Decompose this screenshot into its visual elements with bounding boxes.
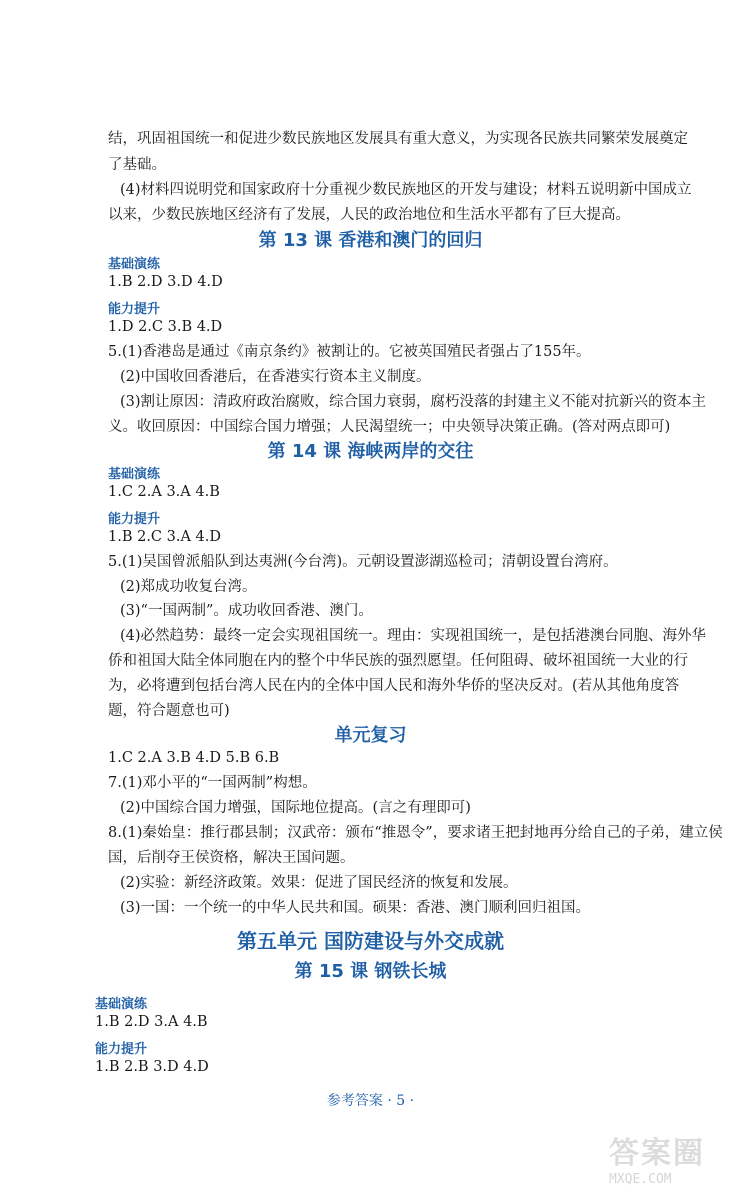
question-line: (2)中国综合国力增强，国际地位提高。(言之有理即可) bbox=[120, 800, 471, 816]
question-line: (4)必然趋势：最终一定会实现祖国统一。理由：实现祖国统一，是包括港澳台同胞、海外华 bbox=[120, 628, 707, 644]
basic-answers: 1.B 2.D 3.D 4.D bbox=[108, 274, 223, 290]
unit-review-title: 单元复习 bbox=[334, 725, 407, 746]
question-line: (2)郑成功收复台湾。 bbox=[120, 579, 257, 595]
unit-5-title: 第五单元 国防建设与外交成就 bbox=[237, 929, 504, 953]
question-line: (3)“一国两制”。成功收回香港、澳门。 bbox=[120, 603, 373, 619]
watermark-url: MXQE.COM bbox=[609, 1172, 672, 1187]
lesson-14-title: 第 14 课 海峡两岸的交往 bbox=[267, 441, 474, 462]
basic-answers: 1.B 2.D 3.A 4.B bbox=[95, 1014, 208, 1030]
ability-heading: 能力提升 bbox=[108, 512, 161, 527]
basic-practice-heading: 基础演练 bbox=[108, 467, 161, 482]
ability-answers: 1.B 2.C 3.A 4.D bbox=[108, 529, 222, 545]
question-line: (3)一国：一个统一的中华人民共和国。硕果：香港、澳门顺利回归祖国。 bbox=[120, 900, 591, 916]
question-line: 题，符合题意也可) bbox=[108, 703, 230, 719]
question-line: 5.(1)香港岛是通过《南京条约》被割让的。它被英国殖民者强占了155年。 bbox=[108, 344, 591, 360]
basic-practice-heading: 基础演练 bbox=[95, 997, 148, 1012]
question-line: 5.(1)吴国曾派船队到达夷洲(今台湾)。元朝设置澎湖巡检司；清朝设置台湾府。 bbox=[108, 554, 618, 570]
question-line: (2)实验：新经济政策。效果：促进了国民经济的恢复和发展。 bbox=[120, 875, 518, 891]
lesson-13-title: 第 13 课 香港和澳门的回归 bbox=[258, 230, 483, 251]
basic-answers: 1.C 2.A 3.A 4.B bbox=[108, 484, 220, 500]
ability-answers: 1.D 2.C 3.B 4.D bbox=[108, 319, 223, 335]
basic-practice-heading: 基础演练 bbox=[108, 257, 161, 272]
question-line: 义。收回原因：中国综合国力增强；人民渴望统一；中央领导决策正确。(答对两点即可) bbox=[108, 419, 671, 435]
text-line: 以来，少数民族地区经济有了发展，人民的政治地位和生活水平都有了巨大提高。 bbox=[108, 207, 630, 223]
page-footer: 参考答案 · 5 · bbox=[326, 1093, 415, 1109]
watermark-logo bbox=[609, 1128, 729, 1188]
text-line: 了基础。 bbox=[108, 157, 166, 173]
question-line: 为，必将遭到包括台湾人民在内的全体中国人民和海外华侨的坚决反对。(若从其他角度答 bbox=[108, 678, 680, 694]
ability-heading: 能力提升 bbox=[95, 1042, 148, 1057]
question-line: 8.(1)秦始皇：推行郡县制；汉武帝：颁布“推恩令”，要求诸王把封地再分给自己的子弟，建立侯 bbox=[108, 825, 723, 841]
text-line: (4)材料四说明党和国家政府十分重视少数民族地区的开发与建设；材料五说明新中国成立 bbox=[120, 182, 692, 198]
watermark-text: 答案圈 bbox=[609, 1136, 705, 1171]
review-answers: 1.C 2.A 3.B 4.D 5.B 6.B bbox=[108, 750, 280, 766]
ability-heading: 能力提升 bbox=[108, 302, 161, 317]
lesson-15-title: 第 15 课 钢铁长城 bbox=[294, 961, 447, 982]
question-line: 侨和祖国大陆全体同胞在内的整个中华民族的强烈愿望。任何阻碍、破坏祖国统一大业的行 bbox=[108, 653, 688, 669]
ability-answers: 1.B 2.B 3.D 4.D bbox=[95, 1059, 209, 1075]
question-line: 7.(1)邓小平的“一国两制”构想。 bbox=[108, 775, 317, 791]
text-line: 结，巩固祖国统一和促进少数民族地区发展具有重大意义，为实现各民族共同繁荣发展奠定 bbox=[108, 131, 688, 147]
question-line: 国，后削夺王侯资格，解决王国问题。 bbox=[108, 850, 355, 866]
question-line: (3)割让原因：清政府政治腐败，综合国力衰弱，腐朽没落的封建主义不能对抗新兴的资本主 bbox=[120, 394, 707, 410]
question-line: (2)中国收回香港后，在香港实行资本主义制度。 bbox=[120, 369, 431, 385]
